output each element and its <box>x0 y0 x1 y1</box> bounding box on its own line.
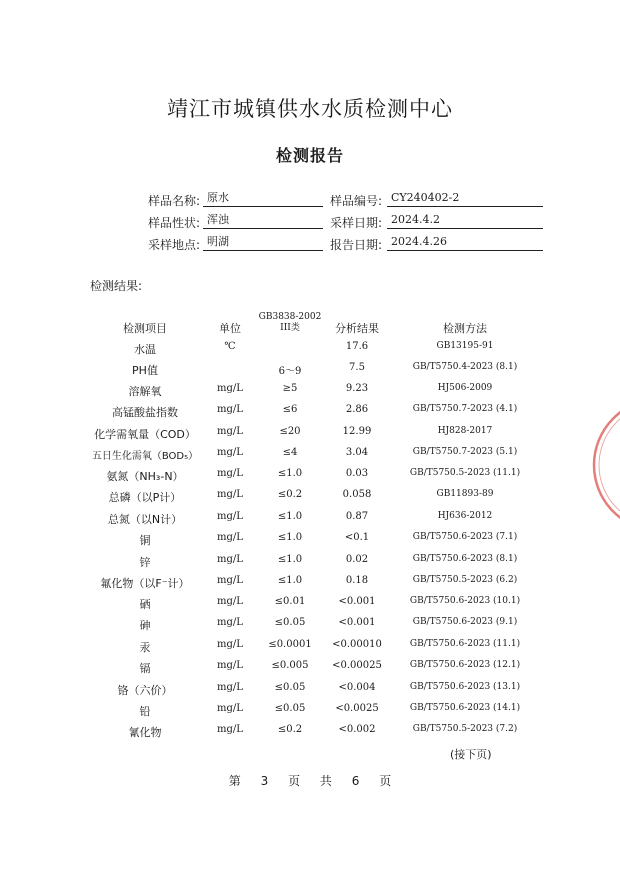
row-unit: mg/L <box>217 617 243 628</box>
row-item: 氰化物 <box>128 726 162 739</box>
row-item: 铅 <box>139 705 151 718</box>
red-seal-icon <box>580 395 620 535</box>
row-method: GB/T5750.5-2023 (6.2) <box>412 575 518 585</box>
row-result: 9.23 <box>345 383 369 394</box>
page-footer <box>0 772 620 789</box>
row-standard: ≤1.0 <box>277 511 303 522</box>
row-result: <0.0025 <box>335 703 379 714</box>
header-method: 检测方法 <box>443 322 487 335</box>
sampling-date-label: 采样日期: <box>329 216 382 230</box>
row-unit: mg/L <box>217 639 243 650</box>
row-result: 7.5 <box>349 362 365 373</box>
footer-page-word: 页 <box>288 774 301 788</box>
row-result: 12.99 <box>342 426 372 437</box>
table-row <box>0 468 620 489</box>
table-row <box>0 447 620 468</box>
row-unit: mg/L <box>217 724 243 735</box>
table-row <box>0 341 620 362</box>
row-unit: mg/L <box>217 426 243 437</box>
row-unit: mg/L <box>217 703 243 714</box>
header-unit: 单位 <box>219 322 241 335</box>
row-result: <0.001 <box>338 596 376 607</box>
organization-title: 靖江市城镇供水水质检测中心 <box>167 97 453 121</box>
row-result: <0.00025 <box>332 660 382 671</box>
table-row <box>0 489 620 510</box>
header-standard-line1: GB3838-2002 <box>258 312 322 322</box>
table-row <box>0 383 620 404</box>
table-row <box>0 426 620 447</box>
row-standard: ≤0.05 <box>274 617 306 628</box>
table-row <box>0 511 620 532</box>
row-standard: ≤4 <box>282 447 298 458</box>
row-method: GB/T5750.5-2023 (11.1) <box>409 468 521 478</box>
row-method: HJ828-2017 <box>437 426 493 436</box>
row-result: 3.04 <box>345 447 369 458</box>
row-method: HJ636-2012 <box>437 511 493 521</box>
row-unit: mg/L <box>217 511 243 522</box>
row-standard: ≤0.05 <box>274 703 306 714</box>
row-result: 0.02 <box>345 554 369 565</box>
table-row <box>0 617 620 638</box>
row-unit: mg/L <box>217 660 243 671</box>
row-item: 总氮（以N计） <box>107 513 183 526</box>
footer-total-pages: 6 <box>351 774 360 788</box>
row-result: 0.87 <box>345 511 369 522</box>
row-unit: mg/L <box>217 682 243 693</box>
row-item: 化学需氧量（COD） <box>94 428 196 441</box>
row-method: HJ506-2009 <box>437 383 493 393</box>
row-unit: ℃ <box>224 341 236 352</box>
row-item: 氟化物（以F⁻计） <box>100 577 190 590</box>
header-standard-line2: III类 <box>280 323 300 333</box>
row-standard: ≤0.2 <box>277 489 303 500</box>
info-row-name <box>0 189 620 209</box>
row-result: 0.03 <box>345 468 369 479</box>
row-method: GB11893-89 <box>436 489 494 499</box>
row-result: 17.6 <box>345 341 369 352</box>
row-unit: mg/L <box>217 404 243 415</box>
row-method: GB/T5750.7-2023 (5.1) <box>412 447 518 457</box>
row-method: GB/T5750.6-2023 (10.1) <box>409 596 521 606</box>
row-item: 铬（六价） <box>117 684 173 697</box>
header-item: 检测项目 <box>123 322 167 335</box>
row-standard: ≤1.0 <box>277 468 303 479</box>
row-standard: ≤0.05 <box>274 682 306 693</box>
row-unit: mg/L <box>217 532 243 543</box>
row-method: GB/T5750.4-2023 (8.1) <box>412 362 518 372</box>
row-item: 溶解氧 <box>128 385 162 398</box>
table-row <box>0 404 620 425</box>
row-item: 氨氮（NH₃-N） <box>106 470 184 483</box>
row-result: <0.001 <box>338 617 376 628</box>
sample-name-label: 样品名称: <box>147 194 200 208</box>
sample-id-value: CY240402-2 <box>387 189 543 207</box>
row-item: 汞 <box>139 641 151 654</box>
row-standard: ≤1.0 <box>277 532 303 543</box>
row-item: 五日生化需氧（BOD₅） <box>91 451 199 462</box>
row-method: GB/T5750.6-2023 (9.1) <box>412 617 518 627</box>
row-result: 0.058 <box>342 489 372 500</box>
table-row <box>0 639 620 660</box>
table-row <box>0 660 620 681</box>
row-unit: mg/L <box>217 575 243 586</box>
row-item: 镉 <box>139 662 151 675</box>
row-result: <0.004 <box>338 682 376 693</box>
row-result: <0.002 <box>338 724 376 735</box>
row-method: GB/T5750.7-2023 (4.1) <box>412 404 518 414</box>
table-row <box>0 703 620 724</box>
row-result: 0.18 <box>345 575 369 586</box>
row-item: 砷 <box>139 619 151 632</box>
report-date-label: 报告日期: <box>329 238 382 252</box>
report-title: 检测报告 <box>275 146 344 165</box>
continued-label: (接下页) <box>450 748 492 761</box>
row-item: 铜 <box>139 534 151 547</box>
footer-page-number: 3 <box>260 774 269 788</box>
sampling-location-label: 采样地点: <box>147 238 200 252</box>
row-result: 2.86 <box>345 404 369 415</box>
table-row <box>0 575 620 596</box>
row-standard: ≥5 <box>282 383 298 394</box>
row-result: <0.1 <box>344 532 370 543</box>
sampling-date-value: 2024.4.2 <box>387 211 543 229</box>
row-method: GB/T5750.6-2023 (13.1) <box>409 682 521 692</box>
row-standard: ≤0.01 <box>274 596 306 607</box>
row-method: GB13195-91 <box>436 341 494 351</box>
row-unit: mg/L <box>217 383 243 394</box>
row-standard: ≤0.2 <box>277 724 303 735</box>
sample-property-value: 浑浊 <box>203 211 323 229</box>
row-standard: ≤0.005 <box>271 660 309 671</box>
row-item: PH值 <box>132 364 158 377</box>
sampling-location-value: 明湖 <box>203 233 323 251</box>
row-unit: mg/L <box>217 447 243 458</box>
row-standard: ≤0.0001 <box>268 639 312 650</box>
row-item: 高锰酸盐指数 <box>112 406 178 419</box>
row-standard: 6～9 <box>278 366 302 377</box>
table-row <box>0 362 620 383</box>
table-row <box>0 596 620 617</box>
row-method: GB/T5750.5-2023 (7.2) <box>412 724 518 734</box>
row-method: GB/T5750.6-2023 (7.1) <box>412 532 518 542</box>
info-row-property <box>0 211 620 231</box>
row-item: 硒 <box>139 598 151 611</box>
sample-property-label: 样品性状: <box>147 216 200 230</box>
row-method: GB/T5750.6-2023 (8.1) <box>412 554 518 564</box>
row-standard: ≤6 <box>282 404 298 415</box>
row-unit: mg/L <box>217 596 243 607</box>
sample-name-value: 原水 <box>203 189 323 207</box>
results-label: 检测结果: <box>90 279 143 293</box>
table-row <box>0 532 620 553</box>
row-method: GB/T5750.6-2023 (11.1) <box>409 639 521 649</box>
footer-suffix: 页 <box>379 774 392 788</box>
row-standard: ≤1.0 <box>277 554 303 565</box>
table-row <box>0 724 620 745</box>
info-row-location <box>0 233 620 253</box>
header-result: 分析结果 <box>335 322 379 335</box>
results-table-header <box>0 312 620 340</box>
footer-total-word: 共 <box>319 774 332 788</box>
row-method: GB/T5750.6-2023 (14.1) <box>409 703 521 713</box>
row-unit: mg/L <box>217 468 243 479</box>
row-result: <0.00010 <box>332 639 382 650</box>
row-unit: mg/L <box>217 489 243 500</box>
row-unit: mg/L <box>217 554 243 565</box>
sample-id-label: 样品编号: <box>329 194 382 208</box>
row-item: 总磷（以P计） <box>108 491 182 504</box>
row-standard: ≤20 <box>279 426 301 437</box>
footer-prefix: 第 <box>228 774 241 788</box>
row-item: 锌 <box>139 556 151 569</box>
row-method: GB/T5750.6-2023 (12.1) <box>409 660 521 670</box>
row-standard: ≤1.0 <box>277 575 303 586</box>
report-date-value: 2024.4.26 <box>387 233 543 251</box>
table-row <box>0 682 620 703</box>
row-item: 水温 <box>134 343 156 356</box>
table-row <box>0 554 620 575</box>
